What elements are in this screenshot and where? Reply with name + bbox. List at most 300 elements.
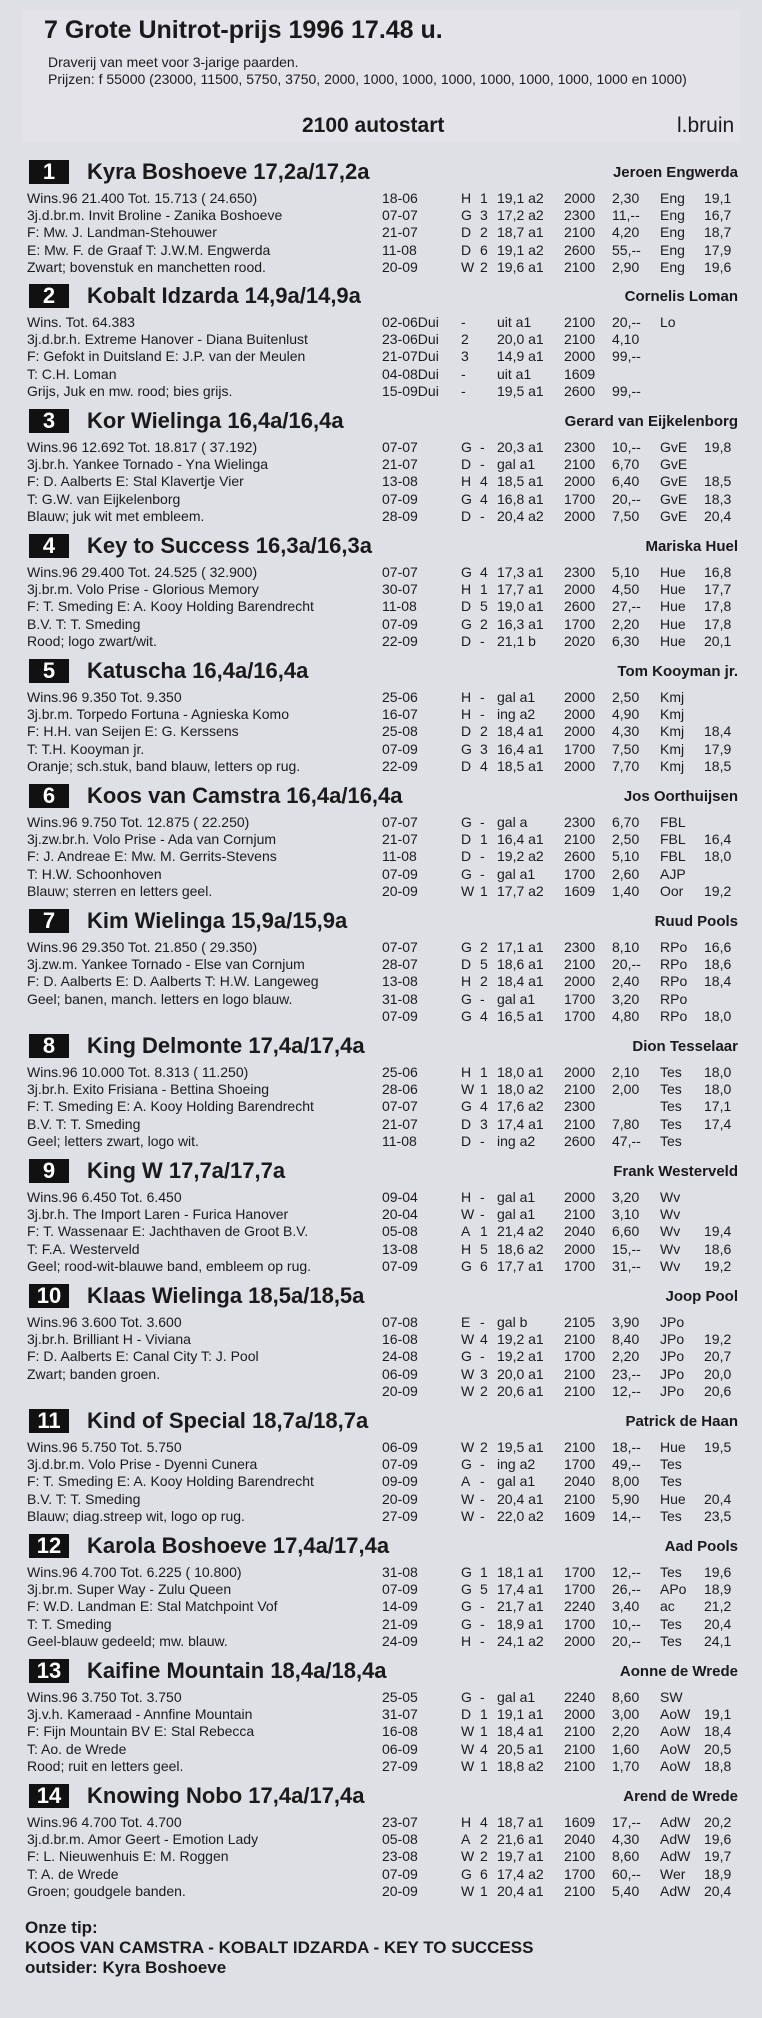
start-track: G	[461, 1581, 472, 1598]
start-odds: 8,00	[612, 1473, 640, 1490]
info-line: Wins.96 21.400 Tot. 15.713 ( 24.650)	[27, 190, 258, 206]
start-time: 17,6 a2	[497, 1098, 544, 1115]
driver-name: Cornelis Loman	[624, 288, 738, 305]
start-place: 1	[480, 1223, 488, 1240]
info-line: 3j.d.br.m. Invit Broline - Zanika Boshoeve	[27, 207, 283, 224]
info-line: T: Ao. de Wrede	[27, 1740, 127, 1757]
start-distance: 2600	[564, 848, 596, 865]
start-time: 19,5 a1	[497, 382, 544, 399]
horse-info	[27, 439, 397, 525]
tip-section	[25, 1918, 740, 1978]
start-place: 4	[480, 1331, 488, 1348]
start-driver: GvE	[660, 456, 688, 473]
start-date: 21-07	[382, 831, 418, 848]
start-date: 15-09Dui	[382, 382, 439, 399]
start-odds: 3,90	[612, 1314, 640, 1330]
start-time: 21,6 a1	[497, 1831, 544, 1848]
start-distance: 2000	[564, 723, 596, 740]
start-driver: Kmj	[660, 723, 685, 740]
start-record: 19,6	[704, 1564, 732, 1580]
start-row	[382, 848, 740, 865]
start-track: G	[461, 740, 472, 757]
start-place: -	[480, 439, 485, 455]
start-record: 18,6	[704, 1240, 732, 1257]
start-distance: 2000	[564, 1064, 596, 1080]
start-place: -	[480, 1598, 485, 1615]
start-distance: 2000	[564, 190, 596, 206]
start-odds: 6,70	[612, 456, 640, 473]
start-odds: 8,40	[612, 1331, 640, 1348]
start-distance: 2100	[564, 1882, 596, 1899]
start-driver: Eng	[660, 224, 685, 241]
start-row	[382, 207, 740, 224]
start-odds: 3,20	[612, 990, 640, 1007]
start-date: 27-09	[382, 1757, 418, 1774]
start-driver: Tes	[660, 1507, 682, 1524]
info-line: Oranje; sch.stuk, band blauw, letters op rug.	[27, 757, 301, 774]
start-odds: 6,60	[612, 1223, 640, 1240]
start-track: G	[461, 814, 472, 830]
start-row	[382, 348, 740, 365]
start-driver: JPo	[660, 1314, 685, 1330]
start-place: 4	[480, 490, 488, 507]
start-distance: 2000	[564, 757, 596, 774]
start-driver: Tes	[660, 1098, 682, 1115]
start-row	[382, 473, 740, 490]
start-row	[382, 1366, 740, 1383]
start-time: 18,5 a1	[497, 473, 544, 490]
start-place: 2	[480, 258, 488, 275]
start-place: 5	[480, 598, 488, 615]
start-track: W	[461, 1848, 475, 1865]
start-time: 19,2 a1	[497, 1348, 544, 1365]
start-time: 18,7 a1	[497, 224, 544, 241]
start-distance: 2300	[564, 814, 596, 830]
start-date: 18-06	[382, 190, 418, 206]
start-record: 20,7	[704, 1348, 732, 1365]
start-time: gal a1	[497, 1189, 536, 1205]
start-driver: Tes	[660, 1064, 682, 1080]
start-row	[382, 1223, 740, 1240]
start-odds: 8,10	[612, 939, 640, 955]
start-odds: 2,10	[612, 1064, 640, 1080]
start-odds: 47,--	[612, 1132, 641, 1149]
start-track: W	[461, 258, 475, 275]
start-odds: 3,00	[612, 1706, 640, 1723]
start-time: 20,5 a1	[497, 1740, 544, 1757]
entry-header	[25, 905, 740, 937]
start-date: 31-08	[382, 1564, 418, 1580]
start-odds: 49,--	[612, 1456, 641, 1473]
start-record: 20,4	[704, 1490, 732, 1507]
start-odds: 15,--	[612, 1240, 641, 1257]
start-distance: 2040	[564, 1473, 596, 1490]
info-line: F: Fijn Mountain BV E: Stal Rebecca	[27, 1723, 255, 1740]
start-record: 21,2	[704, 1598, 732, 1615]
start-odds: 18,--	[612, 1439, 641, 1455]
start-track: G	[461, 1007, 472, 1024]
start-place: -	[480, 507, 485, 524]
start-record: 16,4	[704, 831, 732, 848]
start-distance: 1700	[564, 990, 596, 1007]
start-track: W	[461, 1757, 475, 1774]
info-line: T: F.A. Westerveld	[27, 1240, 140, 1257]
start-odds: 55,--	[612, 241, 641, 258]
horse-info	[27, 1689, 397, 1775]
entry-number: 3	[29, 409, 69, 433]
start-odds: 4,30	[612, 723, 640, 740]
info-line: F: D. Aalberts E: Canal City T: J. Pool	[27, 1348, 259, 1365]
start-track: D	[461, 632, 472, 649]
start-date: 07-09	[382, 1257, 418, 1274]
start-odds: 2,20	[612, 1348, 640, 1365]
start-row	[382, 1314, 740, 1331]
start-driver: JPo	[660, 1348, 685, 1365]
horse-info	[27, 564, 397, 650]
start-time: 17,3 a1	[497, 564, 544, 580]
entry-number: 9	[29, 1159, 69, 1183]
start-record: 20,6	[704, 1382, 732, 1399]
start-driver: JPo	[660, 1382, 685, 1399]
start-row	[382, 883, 740, 900]
start-date: 13-08	[382, 473, 418, 490]
start-distance: 2100	[564, 1757, 596, 1774]
start-driver: Tes	[660, 1115, 682, 1132]
start-distance: 2100	[564, 1439, 596, 1455]
start-driver: Wv	[660, 1223, 681, 1240]
start-odds: 11,--	[612, 207, 640, 224]
start-odds: 4,20	[612, 224, 640, 241]
horse-info	[27, 1189, 397, 1275]
info-line: 3j.v.h. Kameraad - Annfine Mountain	[27, 1706, 253, 1723]
info-line: Wins.96 4.700 Tot. 6.225 ( 10.800)	[27, 1564, 242, 1580]
start-odds: 20,--	[612, 956, 641, 973]
start-row	[382, 831, 740, 848]
start-driver: Tes	[660, 1632, 682, 1649]
start-odds: 1,70	[612, 1757, 640, 1774]
start-distance: 1700	[564, 865, 596, 882]
start-row	[382, 1008, 740, 1025]
start-distance: 2100	[564, 1382, 596, 1399]
start-record: 18,8	[704, 1757, 732, 1774]
start-distance: 2020	[564, 632, 596, 649]
start-row	[382, 1689, 740, 1706]
start-place: 4	[480, 757, 488, 774]
start-date: 07-09	[382, 865, 418, 882]
start-row	[382, 224, 740, 241]
driver-name: Gerard van Eijkelenborg	[564, 413, 738, 430]
start-driver: GvE	[660, 473, 688, 490]
start-date: 07-09	[382, 1865, 418, 1882]
start-driver: JPo	[660, 1331, 685, 1348]
start-track: H	[461, 1189, 472, 1205]
start-place: 5	[480, 1581, 488, 1598]
start-time: 20,0 a1	[497, 331, 544, 348]
start-time: 14,9 a1	[497, 348, 544, 365]
start-row	[382, 598, 740, 615]
start-place: 2	[480, 1382, 488, 1399]
start-row	[382, 1331, 740, 1348]
start-record: 19,1	[704, 1706, 732, 1723]
start-place: -	[480, 1490, 485, 1507]
start-time: 20,4 a2	[497, 507, 544, 524]
info-line: Groen; goudgele banden.	[27, 1882, 186, 1899]
start-track: G	[461, 1865, 472, 1882]
start-date: 21-07Dui	[382, 348, 439, 365]
start-odds: 20,--	[612, 314, 641, 330]
start-track: D	[461, 723, 472, 740]
start-time: 18,6 a2	[497, 1240, 544, 1257]
start-distance: 2300	[564, 1098, 596, 1115]
start-odds: 4,80	[612, 1007, 640, 1024]
info-line: F: Mw. J. Landman-Stehouwer	[27, 224, 217, 241]
start-row	[382, 564, 740, 581]
start-track: -	[461, 365, 466, 382]
start-row	[382, 439, 740, 456]
start-distance: 2100	[564, 1740, 596, 1757]
start-row	[382, 1814, 740, 1831]
start-row	[382, 1189, 740, 1206]
start-date: 16-08	[382, 1723, 418, 1740]
start-row	[382, 723, 740, 740]
start-record: 19,6	[704, 1831, 732, 1848]
start-distance: 2040	[564, 1223, 596, 1240]
info-line: Grijs, Juk en mw. rood; bies grijs.	[27, 382, 233, 399]
start-driver: Hue	[660, 615, 686, 632]
horse-name: Kaifine Mountain 18,4a/18,4a	[87, 1658, 387, 1683]
start-row	[382, 1439, 740, 1456]
start-place: -	[480, 1632, 485, 1649]
start-place: -	[480, 1507, 485, 1524]
start-record: 18,0	[704, 1081, 732, 1098]
start-odds: 4,50	[612, 581, 640, 598]
start-row	[382, 242, 740, 259]
start-track: G	[461, 564, 472, 580]
start-odds: 8,60	[612, 1689, 640, 1705]
start-time: ing a2	[497, 1132, 536, 1149]
start-odds: 17,--	[612, 1814, 641, 1830]
start-row	[382, 1598, 740, 1615]
start-odds: 6,70	[612, 814, 640, 830]
start-row	[382, 1116, 740, 1133]
start-distance: 2100	[564, 456, 596, 473]
start-track: D	[461, 1706, 472, 1723]
start-date: 28-09	[382, 507, 418, 524]
start-record: 17,8	[704, 598, 732, 615]
start-time: gal a1	[497, 990, 536, 1007]
start-date: 06-09	[382, 1439, 418, 1455]
start-date: 27-09	[382, 1507, 418, 1524]
start-place: 2	[480, 224, 488, 241]
start-driver: Hue	[660, 1490, 686, 1507]
start-date: 21-07	[382, 224, 418, 241]
start-time: 19,2 a1	[497, 1331, 544, 1348]
start-driver: Wv	[660, 1206, 681, 1223]
start-date: 31-08	[382, 990, 418, 1007]
start-track: G	[461, 490, 472, 507]
start-time: 17,4 a2	[497, 1865, 544, 1882]
start-record: 18,5	[704, 757, 732, 774]
start-track: G	[461, 1564, 472, 1580]
start-date: 22-09	[382, 632, 418, 649]
start-time: gal a1	[497, 865, 536, 882]
start-date: 16-07	[382, 706, 418, 723]
start-driver: Kmj	[660, 757, 685, 774]
start-row	[382, 956, 740, 973]
start-driver: RPo	[660, 973, 688, 990]
start-track: G	[461, 207, 472, 224]
start-place: 2	[480, 1848, 488, 1865]
start-time: 18,7 a1	[497, 1814, 544, 1830]
info-line: F: T. Wassenaar E: Jachthaven de Groot B.V.	[27, 1223, 309, 1240]
start-record: 18,4	[704, 973, 732, 990]
start-record: 20,4	[704, 507, 732, 524]
start-date: 11-08	[382, 1132, 417, 1149]
start-driver: AoW	[660, 1723, 691, 1740]
start-place: 2	[480, 723, 488, 740]
start-time: 24,1 a2	[497, 1632, 544, 1649]
horse-info	[27, 1814, 397, 1900]
entry-header	[25, 1030, 740, 1062]
start-record: 17,8	[704, 615, 732, 632]
start-distance: 2000	[564, 1240, 596, 1257]
info-line: F: J. Andreae E: Mw. M. Gerrits-Stevens	[27, 848, 277, 865]
info-line: F: T. Smeding E: A. Kooy Holding Barendrecht	[27, 1098, 314, 1115]
start-track: G	[461, 990, 472, 1007]
driver-name: Arend de Wrede	[623, 1788, 738, 1805]
previous-starts	[382, 1439, 740, 1525]
start-row	[382, 581, 740, 598]
start-record: 20,0	[704, 1365, 732, 1382]
start-distance: 1700	[564, 740, 596, 757]
start-time: gal a1	[497, 456, 536, 473]
start-driver: Eng	[660, 241, 685, 258]
driver-name: Mariska Huel	[645, 538, 738, 555]
start-date: 25-06	[382, 689, 418, 705]
start-row	[382, 190, 740, 207]
info-line: T: T. Smeding	[27, 1615, 112, 1632]
start-record: 19,2	[704, 1331, 732, 1348]
start-odds: 27,--	[612, 598, 641, 615]
start-time: 19,2 a2	[497, 848, 544, 865]
start-driver: Eng	[660, 258, 685, 275]
start-place: 1	[480, 882, 488, 899]
info-line: B.V. T: T. Smeding	[27, 1115, 141, 1132]
start-odds: 12,--	[612, 1382, 641, 1399]
start-distance: 2000	[564, 348, 596, 365]
start-row	[382, 991, 740, 1008]
start-place: 3	[480, 207, 488, 224]
start-time: 21,1 b	[497, 632, 536, 649]
tip-picks: KOOS VAN CAMSTRA - KOBALT IDZARDA - KEY TO SUCCESS	[25, 1938, 534, 1957]
start-row	[382, 1081, 740, 1098]
start-distance: 2100	[564, 1723, 596, 1740]
start-date: 07-09	[382, 615, 418, 632]
start-odds: 4,30	[612, 1831, 640, 1848]
start-place: -	[480, 1473, 485, 1490]
start-row	[382, 1241, 740, 1258]
start-time: 21,7 a1	[497, 1598, 544, 1615]
start-date: 23-06Dui	[382, 331, 439, 348]
info-line: T: G.W. van Eijkelenborg	[27, 490, 181, 507]
start-time: 20,3 a1	[497, 439, 544, 455]
start-record: 18,6	[704, 956, 732, 973]
start-odds: 3,10	[612, 1206, 640, 1223]
start-distance: 1700	[564, 1615, 596, 1632]
start-date: 07-09	[382, 490, 418, 507]
start-distance: 1700	[564, 1456, 596, 1473]
start-driver: AoW	[660, 1757, 691, 1774]
start-date: 31-07	[382, 1706, 418, 1723]
start-driver: Hue	[660, 1439, 686, 1455]
entry-header	[25, 156, 740, 188]
start-record: 20,1	[704, 632, 732, 649]
start-odds: 3,20	[612, 1189, 640, 1205]
start-record: 18,5	[704, 473, 732, 490]
horse-name: King W 17,7a/17,7a	[87, 1158, 286, 1183]
start-record: 17,4	[704, 1115, 732, 1132]
start-time: 19,7 a1	[497, 1848, 544, 1865]
entry-number: 12	[29, 1534, 69, 1558]
start-distance: 2105	[564, 1314, 596, 1330]
entry-number: 4	[29, 534, 69, 558]
start-row	[382, 1564, 740, 1581]
start-time: 18,8 a2	[497, 1757, 544, 1774]
start-time: 19,1 a2	[497, 241, 544, 258]
info-line: Wins.96 12.692 Tot. 18.817 ( 37.192)	[27, 439, 258, 455]
start-row	[382, 456, 740, 473]
race-track: l.bruin	[677, 114, 735, 137]
entry-header	[25, 1155, 740, 1187]
start-place: 2	[480, 1439, 488, 1455]
info-line: 3j.br.h. Brilliant H - Viviana	[27, 1331, 191, 1348]
entry-header	[25, 1280, 740, 1312]
info-line: Wins.96 29.400 Tot. 24.525 ( 32.900)	[27, 564, 258, 580]
start-track: W	[461, 1723, 475, 1740]
horse-name: Klaas Wielinga 18,5a/18,5a	[87, 1283, 365, 1308]
start-time: 17,7 a2	[497, 882, 544, 899]
start-time: 18,0 a1	[497, 1064, 544, 1080]
tip-outsider: outsider: Kyra Boshoeve	[25, 1958, 227, 1977]
start-odds: 3,40	[612, 1598, 640, 1615]
start-time: 18,1 a1	[497, 1564, 544, 1580]
horse-info	[27, 1064, 397, 1150]
start-driver: Tes	[660, 1456, 682, 1473]
start-row	[382, 1508, 740, 1525]
start-date: 02-06Dui	[382, 314, 439, 330]
info-line: Zwart; bovenstuk en manchetten rood.	[27, 258, 266, 275]
start-time: 18,4 a1	[497, 723, 544, 740]
start-time: 16,3 a1	[497, 615, 544, 632]
start-place: 1	[480, 831, 488, 848]
start-row	[382, 1064, 740, 1081]
start-odds: 2,20	[612, 1723, 640, 1740]
start-place: 2	[480, 1831, 488, 1848]
start-place: -	[480, 632, 485, 649]
start-distance: 2000	[564, 507, 596, 524]
start-row	[382, 866, 740, 883]
start-place: -	[480, 1132, 485, 1149]
start-record: 19,8	[704, 439, 732, 455]
start-odds: 5,10	[612, 564, 640, 580]
horse-name: Kor Wielinga 16,4a/16,4a	[87, 408, 344, 433]
entry-number: 8	[29, 1034, 69, 1058]
start-row	[382, 1706, 740, 1723]
start-driver: Hue	[660, 598, 686, 615]
driver-name: Jos Oorthuijsen	[623, 788, 738, 805]
start-driver: GvE	[660, 439, 688, 455]
start-time: 19,6 a1	[497, 258, 544, 275]
